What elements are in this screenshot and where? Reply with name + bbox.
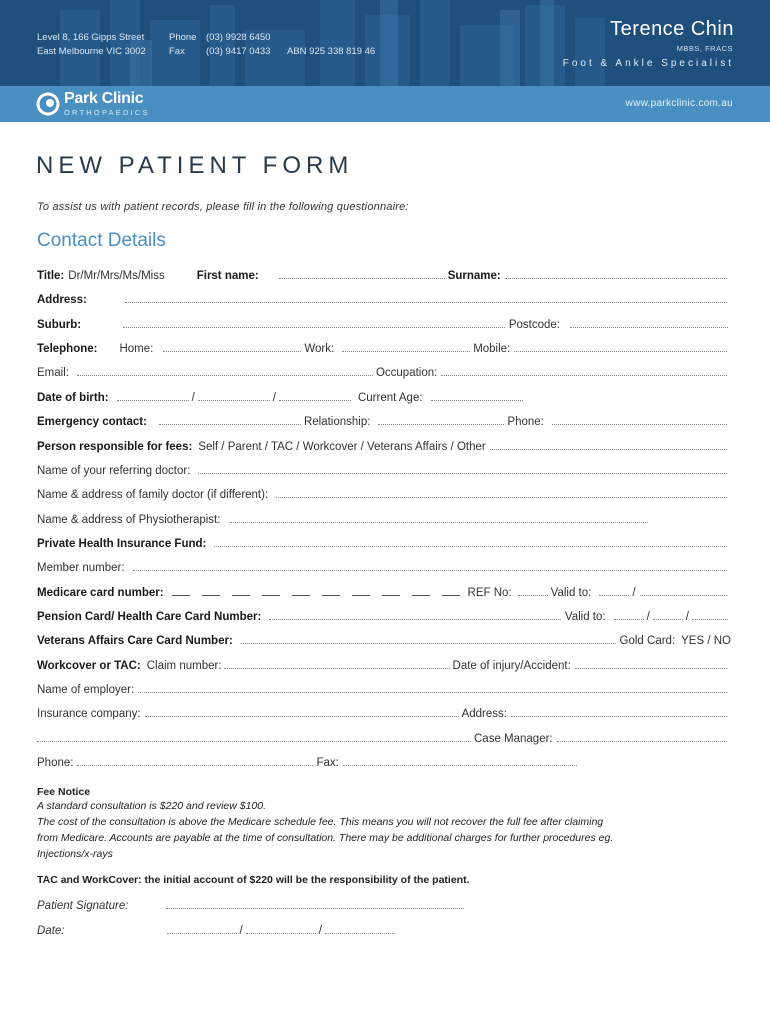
medicare-digit-2[interactable] <box>202 594 220 596</box>
row-address <box>37 290 731 306</box>
mobile-field[interactable] <box>514 350 727 352</box>
medicare-digit-3[interactable] <box>232 594 250 596</box>
letterhead-banner <box>0 0 770 86</box>
occupation-field[interactable] <box>441 374 727 376</box>
email-field[interactable] <box>77 374 373 376</box>
doctor-qualifications: MBBS, FRACS <box>676 44 733 53</box>
pension-slash-2: / <box>685 611 689 623</box>
family-doctor-label: Name & address of family doctor (if different): <box>37 489 269 501</box>
injury-date-field[interactable] <box>575 667 727 669</box>
clinic-website: www.parkclinic.com.au <box>625 98 733 109</box>
ref-no-field[interactable] <box>518 594 548 596</box>
veterans-card-field[interactable] <box>241 642 616 644</box>
row-date <box>37 921 731 937</box>
clinic-name: Park Clinic <box>64 90 144 107</box>
row-suburb <box>37 315 731 331</box>
phone-value: (03) 9928 6450 <box>206 32 271 43</box>
gold-card-label: Gold Card: <box>619 635 676 647</box>
case-manager-label: Case Manager: <box>474 733 553 745</box>
member-number-field[interactable] <box>133 569 727 571</box>
family-doctor-field[interactable] <box>276 496 727 498</box>
pension-valid-label: Valid to: <box>564 611 606 623</box>
row-workcover <box>37 656 731 672</box>
date-slash-1: / <box>239 925 243 937</box>
physio-label: Name & address of Physiotherapist: <box>37 514 221 526</box>
medicare-digit-6[interactable] <box>322 594 340 596</box>
fax-value: (03) 9417 0433 <box>206 46 271 57</box>
pension-card-label: Pension Card/ Health Care Card Number: <box>37 611 262 623</box>
medicare-digit-4[interactable] <box>262 594 280 596</box>
row-email <box>37 363 731 379</box>
insurer-address-field[interactable] <box>511 715 727 717</box>
gold-card-options[interactable]: YES / NO <box>681 635 731 647</box>
doctor-specialty: Foot & Ankle Specialist <box>562 58 734 69</box>
suburb-label: Suburb: <box>37 319 82 331</box>
row-referring <box>37 461 731 477</box>
insurance-fund-label: Private Health Insurance Fund: <box>37 538 207 550</box>
row-physio <box>37 510 731 526</box>
first-name-field[interactable] <box>279 277 445 279</box>
row-medicare <box>37 583 731 599</box>
doctor-name: Terence Chin <box>610 18 734 40</box>
row-phone-fax <box>37 753 731 769</box>
title-options[interactable]: Dr/Mr/Mrs/Ms/Miss <box>68 270 165 282</box>
dob-year-field[interactable] <box>279 399 351 401</box>
insurance-company-label: Insurance company: <box>37 708 141 720</box>
park-clinic-logo-icon <box>36 92 60 116</box>
pension-slash-1: / <box>646 611 650 623</box>
phone-label: Phone <box>169 32 197 43</box>
address-line-1: Level 8, 166 Gipps Street <box>37 32 145 43</box>
relationship-label: Relationship: <box>303 416 371 428</box>
row-dob <box>37 388 731 404</box>
responsible-fees-field[interactable] <box>490 448 727 450</box>
clinic-address <box>37 31 146 59</box>
suburb-field[interactable] <box>123 326 505 328</box>
address-line-2: East Melbourne VIC 3002 <box>37 46 146 57</box>
medicare-valid-label: Valid to: <box>550 587 592 599</box>
emergency-phone-field[interactable] <box>552 423 727 425</box>
dob-slash-1: / <box>191 392 195 404</box>
tac-workcover-notice: TAC and WorkCover: the initial account of $220 will be the responsibility of the patient. <box>37 874 470 886</box>
row-veterans <box>37 631 731 647</box>
signature-field[interactable] <box>166 907 464 909</box>
pension-valid-day[interactable] <box>614 618 644 620</box>
current-age-field[interactable] <box>431 399 523 401</box>
title-label: Title: <box>37 270 65 282</box>
form-title: NEW PATIENT FORM <box>36 152 354 179</box>
member-number-label: Member number: <box>37 562 125 574</box>
fee-notice-line-1: A standard consultation is $220 and review $100. <box>37 800 267 812</box>
row-signature <box>37 896 731 912</box>
surname-field[interactable] <box>505 277 727 279</box>
abn-number: ABN 925 338 819 46 <box>287 46 376 57</box>
postcode-label: Postcode: <box>508 319 560 331</box>
occupation-label: Occupation: <box>375 367 438 379</box>
veterans-card-label: Veterans Affairs Care Card Number: <box>37 635 233 647</box>
emergency-contact-label: Emergency contact: <box>37 416 147 428</box>
fee-notice <box>37 786 731 862</box>
row-employer <box>37 680 731 696</box>
row-insurance-company <box>37 704 731 720</box>
relationship-field[interactable] <box>378 423 504 425</box>
row-pension <box>37 607 731 623</box>
email-label: Email: <box>37 367 69 379</box>
home-phone-label: Home: <box>119 343 154 355</box>
emergency-contact-field[interactable] <box>159 423 301 425</box>
fee-notice-line-3: from Medicare. Accounts are payable at the time of consultation. There may be additional charges for further procedures eg. <box>37 832 614 844</box>
home-phone-field[interactable] <box>163 350 301 352</box>
current-age-label: Current Age: <box>357 392 423 404</box>
dob-label: Date of birth: <box>37 392 109 404</box>
pension-card-field[interactable] <box>269 618 561 620</box>
insurer-address-line-2[interactable] <box>37 740 471 742</box>
address-field[interactable] <box>125 301 727 303</box>
fax-label: Fax <box>169 46 185 57</box>
date-label: Date: <box>37 925 65 937</box>
insurer-phone-field[interactable] <box>77 764 313 766</box>
address-label: Address: <box>37 294 87 306</box>
contact-values <box>206 31 270 59</box>
insurer-fax-label: Fax: <box>316 757 339 769</box>
work-phone-label: Work: <box>304 343 335 355</box>
row-case-manager <box>37 729 731 745</box>
injury-date-label: Date of injury/Accident: <box>452 660 571 672</box>
claim-number-field[interactable] <box>224 667 450 669</box>
postcode-field[interactable] <box>570 326 728 328</box>
medicare-valid-month[interactable] <box>599 594 629 596</box>
workcover-label: Workcover or TAC: <box>37 660 141 672</box>
form-intro: To assist us with patient records, please fill in the following questionnaire: <box>37 201 409 213</box>
first-name-label: First name: <box>196 270 259 282</box>
physio-field[interactable] <box>230 521 648 523</box>
work-phone-field[interactable] <box>342 350 470 352</box>
row-emergency <box>37 412 731 428</box>
responsible-fees-options[interactable]: Self / Parent / TAC / Workcover / Veterans Affairs / Other <box>198 441 486 453</box>
case-manager-field[interactable] <box>557 740 727 742</box>
telephone-label: Telephone: <box>37 343 98 355</box>
signature-label: Patient Signature: <box>37 900 129 912</box>
referring-doctor-label: Name of your referring doctor: <box>37 465 191 477</box>
insurer-address-label: Address: <box>461 708 507 720</box>
date-day-field[interactable] <box>167 932 237 934</box>
pension-valid-month[interactable] <box>653 618 683 620</box>
fee-notice-line-4: Injections/x-rays <box>37 848 113 860</box>
dob-day-field[interactable] <box>117 399 189 401</box>
date-slash-2: / <box>318 925 322 937</box>
referring-doctor-field[interactable] <box>198 472 727 474</box>
section-heading: Contact Details <box>37 230 166 251</box>
ref-no-label: REF No: <box>467 587 512 599</box>
row-fees <box>37 437 731 453</box>
medicare-label: Medicare card number: <box>37 587 164 599</box>
insurer-phone-label: Phone: <box>37 757 74 769</box>
row-telephone <box>37 339 731 355</box>
row-member <box>37 558 731 574</box>
date-month-field[interactable] <box>246 932 316 934</box>
employer-label: Name of employer: <box>37 684 135 696</box>
row-name <box>37 266 731 282</box>
medicare-digit-9[interactable] <box>412 594 430 596</box>
fee-notice-line-2: The cost of the consultation is above the Medicare schedule fee. This means you will not recover the full fee after claiming <box>37 816 604 828</box>
fee-notice-title: Fee Notice <box>37 786 91 798</box>
medicare-digit-1[interactable] <box>172 594 190 596</box>
insurance-fund-field[interactable] <box>214 545 727 547</box>
responsible-fees-label: Person responsible for fees: <box>37 441 193 453</box>
medicare-digit-10[interactable] <box>442 594 460 596</box>
row-family <box>37 485 731 501</box>
employer-field[interactable] <box>138 691 727 693</box>
contact-labels <box>169 31 196 59</box>
emergency-phone-label: Phone: <box>507 416 544 428</box>
insurer-fax-field[interactable] <box>343 764 577 766</box>
claim-number-label: Claim number: <box>146 660 222 672</box>
medicare-digit-7[interactable] <box>352 594 370 596</box>
surname-label: Surname: <box>447 270 501 282</box>
insurance-company-field[interactable] <box>145 715 459 717</box>
clinic-subtitle: ORTHOPAEDICS <box>64 108 150 117</box>
medicare-digit-5[interactable] <box>292 594 310 596</box>
row-insurance-fund <box>37 534 731 550</box>
date-year-field[interactable] <box>325 932 395 934</box>
medicare-valid-year[interactable] <box>640 594 727 596</box>
medicare-valid-slash: / <box>632 587 636 599</box>
mobile-label: Mobile: <box>473 343 511 355</box>
dob-month-field[interactable] <box>198 399 270 401</box>
medicare-digit-8[interactable] <box>382 594 400 596</box>
pension-valid-year[interactable] <box>692 618 728 620</box>
dob-slash-2: / <box>272 392 276 404</box>
